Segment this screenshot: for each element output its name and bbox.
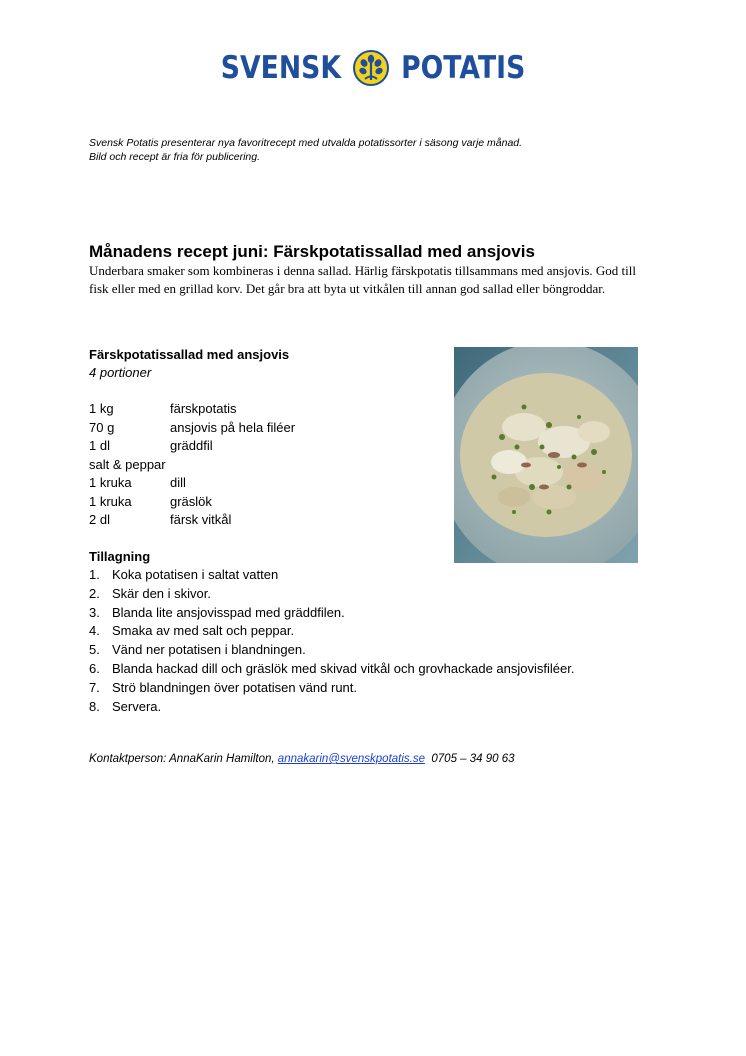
- ingredient-quantity: 70 g: [89, 419, 115, 435]
- recipe-name: Färskpotatissallad med ansjovis: [89, 347, 290, 362]
- step-text: Blanda hackad dill och gräslök med skivad vitkål och grovhackade ansjovisfiléer.: [112, 660, 575, 676]
- contact-prefix: Kontaktperson: AnnaKarin Hamilton,: [89, 753, 278, 765]
- contact-line: [89, 751, 515, 767]
- steps-title: Tillagning: [89, 549, 151, 564]
- logo-word-right: POTATIS: [400, 50, 525, 86]
- ingredient-quantity: 2 dl: [89, 512, 110, 527]
- step-text: Blanda lite ansjovisspad med gräddfilen.: [112, 604, 345, 620]
- step-number: 6.: [89, 660, 100, 676]
- intro-text: [89, 136, 689, 164]
- step-number: 8.: [89, 698, 100, 714]
- step-text: Strö blandningen över potatisen vänd runt.: [112, 679, 358, 695]
- contact-email-link[interactable]: annakarin@svenskpotatis.se: [277, 753, 425, 765]
- ingredient-name: färsk vitkål: [170, 512, 232, 527]
- step-number: 7.: [89, 679, 100, 695]
- step-text: Vänd ner potatisen i blandningen.: [112, 642, 306, 658]
- step-text: Smaka av med salt och peppar.: [112, 623, 295, 639]
- step-text: Servera.: [112, 698, 162, 714]
- svensk-potatis-logo: [0, 40, 746, 96]
- ingredient-quantity: salt & peppar: [89, 456, 166, 472]
- recipe-description: Underbara smaker som kombineras i denna sallad. Härlig färskpotatis tillsammans med ansjovis. God till fisk eller med en grillad korv. Det går bra att byta ut vitkålen till annan god sallad eller böngroddar.: [89, 263, 636, 296]
- logo-word-left: SVENSK: [220, 50, 341, 86]
- ingredient-quantity: 1 kruka: [89, 475, 132, 490]
- contact-phone: 0705 – 34 90 63: [431, 753, 515, 765]
- recipe-header: [89, 346, 289, 382]
- ingredient-quantity: 1 kruka: [89, 493, 132, 509]
- step-number: 5.: [89, 642, 100, 658]
- ingredient-quantity: 1 kg: [89, 401, 114, 416]
- ingredient-name: gräddfil: [170, 438, 213, 453]
- step-number: 1.: [89, 567, 100, 582]
- ingredient-name: färskpotatis: [170, 401, 237, 416]
- page-title: Månadens recept juni: Färskpotatissallad med ansjovis: [89, 242, 535, 261]
- ingredient-name: ansjovis på hela filéer: [170, 419, 296, 435]
- step-text: Skär den i skivor.: [112, 585, 211, 601]
- step-text: Koka potatisen i saltat vatten: [112, 567, 279, 582]
- ingredient-name: dill: [170, 475, 186, 490]
- potato-plant-icon: [353, 50, 389, 86]
- intro-line-1: Svensk Potatis presenterar nya favoritrecept med utvalda potatissorter i säsong varje månad.: [89, 137, 523, 149]
- step-number: 2.: [89, 585, 100, 601]
- salad-photo: [454, 347, 638, 563]
- ingredient-quantity: 1 dl: [89, 438, 110, 453]
- step-number: 3.: [89, 604, 100, 620]
- step-number: 4.: [89, 623, 100, 639]
- intro-line-2: Bild och recept är fria för publicering.: [89, 151, 260, 163]
- ingredient-name: gräslök: [170, 493, 212, 509]
- recipe-portions: 4 portioner: [89, 365, 152, 380]
